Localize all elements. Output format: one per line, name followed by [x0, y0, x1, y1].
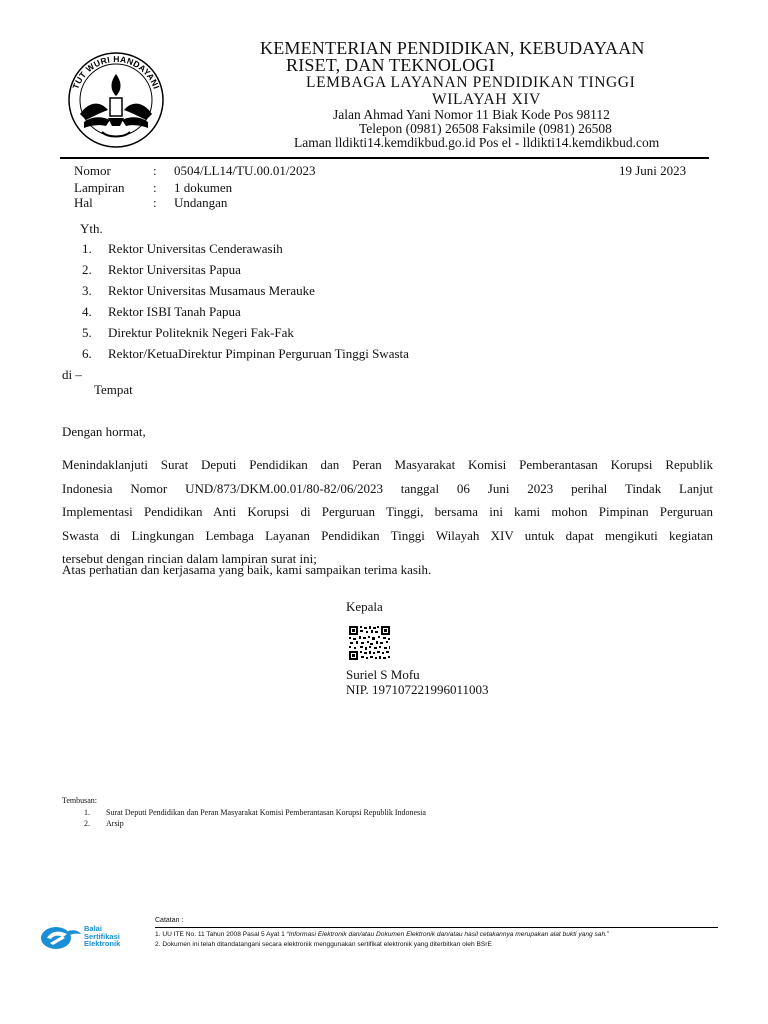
recipient-number: 1.: [82, 241, 92, 256]
recipient-name: Rektor Universitas Papua: [108, 262, 241, 277]
hal-value: Undangan: [174, 195, 228, 210]
recipient-name: Direktur Politeknik Negeri Fak-Fak: [108, 325, 294, 340]
nomor-label: Nomor: [74, 163, 111, 178]
bsre-logo-text: [84, 925, 120, 948]
tembusan-number: 1.: [84, 808, 90, 817]
recipient-number: 3.: [82, 283, 92, 298]
recipient-name: Rektor/KetuaDirektur Pimpinan Perguruan Tinggi Swasta: [108, 346, 409, 361]
recipient-name: Rektor Universitas Cenderawasih: [108, 241, 283, 256]
address-line: Jalan Ahmad Yani Nomor 11 Biak Kode Pos 98112: [333, 107, 610, 122]
institution-name-line1: LEMBAGA LAYANAN PENDIDIKAN TINGGI: [306, 74, 636, 91]
hal-colon: :: [153, 195, 157, 210]
hal-label: Hal: [74, 195, 93, 210]
greeting: Dengan hormat,: [62, 424, 146, 439]
ministry-name-line2: RISET, DAN TEKNOLOGI: [286, 55, 495, 75]
bsre-logo-line: Elektronik: [84, 939, 121, 948]
tempat-label: Tempat: [94, 382, 133, 397]
phone-line: Telepon (0981) 26508 Faksimile (0981) 26508: [359, 121, 612, 136]
bsre-emblem-icon: [40, 925, 82, 951]
tembusan-number: 2.: [84, 819, 90, 828]
lampiran-colon: :: [153, 180, 157, 195]
salutation: Yth.: [80, 221, 103, 236]
footer-divider: [155, 927, 718, 928]
closing-sentence: Atas perhatian dan kerjasama yang baik, kami sampaikan terima kasih.: [62, 562, 432, 577]
footer-note-1: [155, 931, 609, 938]
recipient-number: 5.: [82, 325, 92, 340]
footer-note-2: 2. Dokumen ini telah ditandatangani secara elektronik menggunakan sertifikat elektronik yang diterbitkan oleh BSrE: [155, 941, 492, 948]
signatory-nip: NIP. 197107221996011003: [346, 682, 489, 697]
body-paragraph: [62, 453, 713, 571]
nomor-value: 0504/LL14/TU.00.01/2023: [174, 163, 316, 178]
di-label: di –: [62, 367, 82, 382]
bsre-logo-line: Sertifikasi: [84, 931, 120, 941]
paragraph-line: Menindaklanjuti Surat Deputi Pendidikan dan Peran Masyarakat Komisi Pemberantasan Korupsi Republik: [62, 457, 713, 472]
tut-wuri-handayani-logo: [58, 40, 174, 152]
nomor-colon: :: [153, 163, 157, 178]
letterhead-divider: [60, 157, 709, 159]
signatory-name: Suriel S Mofu: [346, 667, 420, 682]
lampiran-value: 1 dokumen: [174, 180, 233, 195]
note1-prefix: 1. UU ITE No. 11 Tahun 2008 Pasal 5 Ayat 1 “: [155, 931, 289, 938]
website-line: Laman lldikti14.kemdikbud.go.id Pos el - lldikti14.kemdikbud.com: [294, 135, 660, 150]
recipient-number: 6.: [82, 346, 92, 361]
tembusan-item: Arsip: [106, 819, 124, 828]
catatan-label: Catatan :: [155, 917, 184, 924]
lampiran-label: Lampiran: [74, 180, 125, 195]
tembusan-item: Surat Deputi Pendidikan dan Peran Masyarakat Komisi Pemberantasan Korupsi Republik Indonesia: [106, 808, 426, 817]
paragraph-line: tersebut dengan rincian dalam lampiran surat ini;: [62, 551, 317, 566]
letter-date: 19 Juni 2023: [619, 163, 687, 178]
recipient-number: 4.: [82, 304, 92, 319]
paragraph-line: Implementasi Pendidikan Anti Korupsi di Perguruan Tinggi, bersama ini kami mohon Pimpinan Perguruan: [62, 504, 713, 519]
paragraph-line: Indonesia Nomor UND/873/DKM.00.01/80-82/06/2023 tanggal 06 Juni 2023 perihal Tindak Lanjut: [62, 480, 713, 496]
recipient-name: Rektor ISBI Tanah Papua: [108, 304, 241, 319]
signature-qr-code: [348, 625, 391, 661]
note1-quote: Informasi Elektronik dan/atau Dokumen Elektronik dan/atau hasil cetakannya merupakan alat bukti yang sah.: [288, 931, 607, 938]
bsre-logo-line: Balai: [84, 924, 102, 933]
signatory-title: Kepala: [346, 599, 383, 614]
ministry-name-line1: KEMENTERIAN PENDIDIKAN, KEBUDAYAAN: [260, 38, 645, 58]
note1-suffix: ”: [606, 931, 610, 938]
paragraph-line: Swasta di Lingkungan Lembaga Layanan Pendidikan Tinggi Wilayah XIV untuk dapat mengikuti kegiatan: [62, 527, 713, 543]
tembusan-label: Tembusan:: [62, 796, 97, 805]
recipient-number: 2.: [82, 262, 92, 277]
recipient-name: Rektor Universitas Musamaus Merauke: [108, 283, 315, 298]
institution-name-line2: WILAYAH XIV: [432, 91, 541, 108]
logo-text: TUT WURI HANDAYANI: [70, 53, 162, 91]
